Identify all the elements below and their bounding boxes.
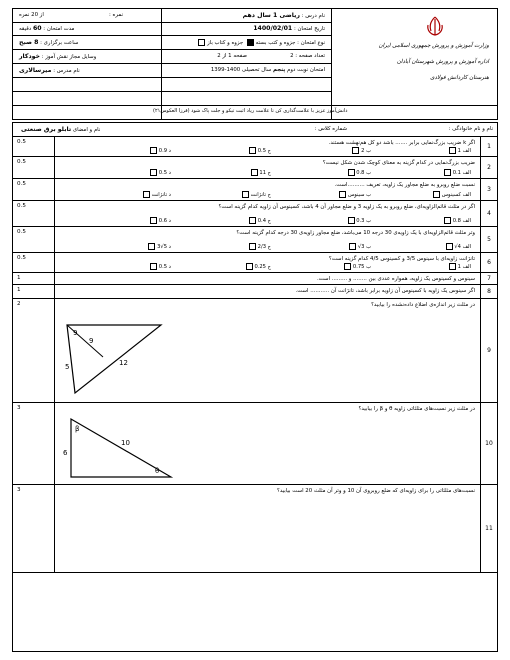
tool-label: وسایل مجاز نقش آموز : [41,54,97,60]
angle-or-side-label: 10 [121,439,130,447]
answer-option[interactable] [146,243,171,250]
question-text: نسبت‌های مثلثاتی را برای زاویه‌ای که ضلع روبروی آن 10 و وتر آن مثلث 20 است بیابید؟ [276,488,475,494]
teacher-value: میرسالاری [19,67,52,74]
triangle-figure-q9 [63,317,163,397]
question-text: تانژانت زاویه‌ای با سینوس 3/5 و کسینوس 4/5 کدام گزینه است؟ [328,256,475,262]
question-score [13,273,55,284]
question-number: 6 [480,253,497,272]
answer-option[interactable] [148,263,171,270]
answer-option[interactable] [337,191,371,198]
answer-option-label: الف 0.1 [451,170,471,176]
question-score [13,137,55,156]
page-field [217,53,247,59]
answer-option-label: الف 4√ [452,244,471,250]
answer-option[interactable] [442,169,471,176]
grade-label-field [109,12,123,18]
answer-option-label: ج 2/3 [255,244,271,250]
question-text: سینوس و کسینوس یک زاویه، همواره عددی بین ........ و ......... است. [316,276,475,282]
answer-option[interactable] [148,217,171,224]
question-score [13,157,55,178]
answer-option[interactable] [347,243,371,250]
question-number: 3 [480,179,497,200]
question-score [13,253,55,272]
lesson-label: نام درس : [301,13,325,19]
term-value: پنجم [272,67,286,73]
question-score-value: 2 [17,301,21,307]
angle-or-side-label: θ [155,467,160,475]
question-score [13,227,55,252]
answer-option-label: ب 0.3 [354,218,371,224]
answer-option[interactable] [141,191,171,198]
question-score-value: 0.5 [17,229,26,235]
answer-option-label: د 0.6 [157,218,171,224]
question-score [13,485,55,572]
side-label: 9 [89,337,94,345]
answer-option-label: د 5√3 [155,244,171,250]
exam-type-label: نوع امتحان : جزوه و کتب بسته [255,40,325,46]
questions-table [12,122,498,652]
question-text: ضریب بزرگ‌نمایی در کدام گزینه به معنای کوچک شدن شکل نیست؟ [322,160,475,166]
duration-value: 60 [32,25,42,32]
answer-option[interactable] [240,191,271,198]
answer-option-label: د تانژانت [150,192,171,198]
answer-option-label: ج تانژانت [249,192,271,198]
total-label: از 20 نمره [19,12,44,18]
angle-or-side-label: 6 [63,449,68,457]
class-label: شماره کلاس : [314,126,347,132]
duration-unit: دقیقه [19,26,32,32]
teacher-field [19,67,80,74]
date-label: تاریخ امتحان : [293,26,325,32]
duration-label: مدت امتحان : [43,26,75,32]
answer-option[interactable] [148,147,171,154]
answer-option[interactable] [247,243,271,250]
student-name-label: نام و نام خانوادگی : [448,126,493,132]
question-text: در مثلث زیر اندازه‌ی اضلاع داده‌نشده را بیابید؟ [371,302,475,308]
org-ministry: وزارت آموزش و پرورش جمهوری اسلامی ایران [378,43,489,49]
question-row [13,299,497,403]
question-score-value: 0.5 [17,255,26,261]
question-row [13,137,497,157]
question-row [13,273,497,285]
answer-option-label: ب 0.75 [351,264,371,270]
duration-field [19,25,74,32]
answer-option-label: الف 0.8 [451,218,471,224]
answer-option-label: ب 0.8 [354,170,371,176]
grade-label: نمره : [109,12,123,18]
question-score-value: 3 [17,405,21,411]
time-value: 8 صبح [19,39,39,46]
side-label: 12 [119,359,128,367]
answer-option-label: د 0.9 [157,148,171,154]
question-score-value: 0.5 [17,181,26,187]
question-number: 4 [480,201,497,226]
answer-option[interactable] [247,217,271,224]
question-row [13,157,497,179]
signature-label: نام و امضای [72,127,101,133]
teacher-label: نام مدرس : [53,68,80,74]
answer-option[interactable] [442,217,471,224]
answer-option-label: د 0.5 [157,170,171,176]
instruction-note: دانش‌آموز عزیز با علامت‌گذاری کن تا علامت ریاد اثبت تیکو و جلت پاک شود (فرزا العکوس۲۱) [153,108,348,114]
answer-option[interactable] [350,147,371,154]
tool-value: خودکار [19,53,40,60]
signature-value: تابلو برق صنعتی [21,126,72,133]
tool-field [19,53,96,60]
answer-checkbox[interactable] [449,147,456,154]
question-row [13,285,497,299]
subject-field [21,126,100,133]
question-row [13,227,497,253]
lesson-value: ریاضی 1 سال دهم [242,12,300,19]
question-score-value: 1 [17,287,21,293]
answer-option[interactable] [444,243,471,250]
answer-checkbox[interactable] [444,169,451,176]
open-book-checkbox[interactable] [198,39,205,46]
question-row [13,201,497,227]
iran-emblem-icon [421,15,449,39]
open-book-label: جزوه و کتاب باز [207,40,244,46]
answer-checkbox[interactable] [246,263,253,270]
answer-checkbox[interactable] [251,169,258,176]
lesson-field [243,12,325,19]
answer-option-label: الف 1 [455,148,471,154]
answer-checkbox[interactable] [449,263,456,270]
student-info-row [13,123,497,137]
question-text: اگر سینوس یک زاویه با کسینوس آن زاویه برابر باشد، تانژانت آن ........... است. [295,288,475,294]
question-number: 5 [480,227,497,252]
org-school: هنرستان کاردانش فولادی [430,75,489,81]
page-label: صفحه 1 از 2 [217,53,247,59]
question-number: 10 [480,403,497,484]
answer-option[interactable] [244,263,271,270]
exam-header [12,8,498,120]
question-row [13,403,497,485]
answer-option-label: ب 3√ [356,244,371,250]
question-text: اگر در مثلث قائم‌الزاویه‌ای، ضلع روبرو به یک زاویه 3 و ضلع مجاور آن 4 باشد، کسینوس آن زاویه کدام گزینه است؟ [218,204,475,210]
question-text: وتر مثلث قائم‌الزاویه‌ای با یک زاویه‌ی 30 درجه 10 می‌باشد، ضلع مجاور زاویه‌ی 30 درجه کدام گزینه است؟ [236,230,475,236]
answer-option-label: ج 11 [257,170,271,176]
answer-option-label: ب 2 [359,148,371,154]
answer-option-label: الف کسینوس [440,192,471,198]
question-score [13,285,55,298]
answer-option[interactable] [431,191,471,198]
question-number: 1 [480,137,497,156]
triangle-figure-q10 [63,415,173,481]
answer-option-label: الف 1 [455,264,471,270]
question-score [13,201,55,226]
answer-option-label: ج 0.5 [256,148,271,154]
question-score [13,299,55,402]
answer-option-label: د 0.5 [157,264,171,270]
question-score [13,179,55,200]
answer-option-label: ب سینوس [346,192,371,198]
pages-label: تعداد صفحه : 2 [290,53,325,59]
question-number: 7 [480,273,497,284]
closed-book-checkbox[interactable] [247,39,254,46]
question-text: در مثلث زیر نسبت‌های مثلثاتی زاویه θ و β را بیابید؟ [358,406,475,412]
exam-type-field [196,39,325,46]
answer-option-label: ج 0.4 [256,218,271,224]
answer-checkbox[interactable] [348,169,355,176]
question-text: نسبت ضلع روبرو به ضلع مجاور یک زاویه، تعریف ..........است. [334,182,475,188]
answer-option[interactable] [247,147,271,154]
answer-option-label: ج 0.25 [252,264,271,270]
answer-option[interactable] [447,147,471,154]
answer-checkbox[interactable] [242,191,249,198]
question-score-value: 0.5 [17,139,26,145]
question-score-value: 1 [17,275,21,281]
side-label: 9 [73,329,78,337]
year-label: سال تحصیلی 1400-1399 [210,67,272,73]
answer-option[interactable] [346,217,371,224]
answer-checkbox[interactable] [444,217,451,224]
answer-checkbox[interactable] [446,243,453,250]
answer-option[interactable] [447,263,471,270]
answer-checkbox[interactable] [348,217,355,224]
time-field [19,39,78,46]
time-label: ساعت برگزاری : [40,40,79,46]
pages-field [290,53,325,59]
term-label: امتحان نوبت دوم [287,67,325,73]
answer-option[interactable] [148,169,171,176]
angle-or-side-label: β [75,425,80,433]
answer-option[interactable] [249,169,271,176]
answer-option[interactable] [342,263,371,270]
question-number: 11 [480,485,497,572]
question-score-value: 3 [17,487,21,493]
question-text: اگر k ضریب بزرگ‌نمایی برابر ....... باشد دو کل هم‌نهشت هستند. [328,140,475,146]
answer-checkbox[interactable] [249,243,256,250]
answer-option[interactable] [346,169,371,176]
term-field [211,67,325,73]
side-label: 5 [65,363,70,371]
question-row [13,485,497,573]
question-score [13,403,55,484]
question-row [13,253,497,273]
date-value: 1400/02/01 [253,25,293,32]
grade-field [19,12,44,18]
question-number: 9 [480,299,497,402]
answer-checkbox[interactable] [433,191,440,198]
question-number: 2 [480,157,497,178]
question-number: 8 [480,285,497,298]
question-score-value: 0.5 [17,159,26,165]
date-field [253,25,325,32]
triangle-shape [67,325,161,393]
question-score-value: 0.5 [17,203,26,209]
question-row [13,179,497,201]
org-office: اداره آموزش و پرورش شهرستان آبادان [396,59,489,65]
